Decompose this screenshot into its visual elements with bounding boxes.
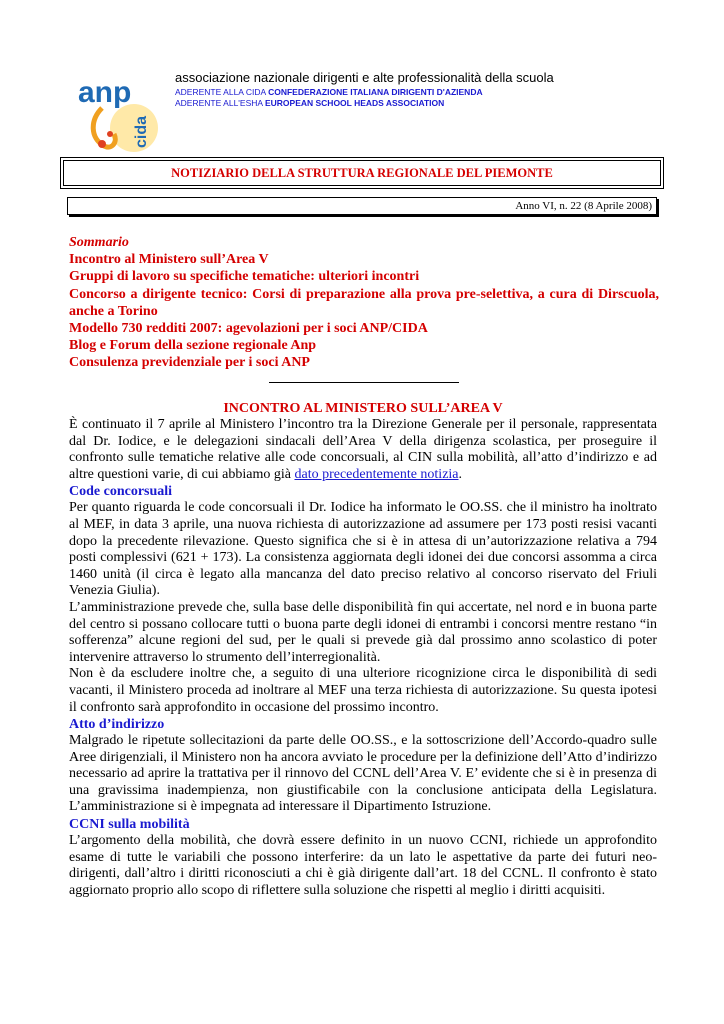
intro-end: .	[458, 466, 463, 482]
esha-name: EUROPEAN SCHOOL HEADS ASSOCIATION	[264, 98, 445, 108]
esha-prefix: ADERENTE ALL'ESHA	[175, 98, 265, 108]
summary-section	[69, 234, 659, 372]
anp-logo	[72, 64, 168, 166]
summary-title: Sommario	[69, 235, 129, 250]
article-title: INCONTRO AL MINISTERO SULL’AREA V	[223, 401, 503, 416]
section-divider	[269, 382, 459, 383]
paragraph: Non è da escludere inoltre che, a seguito di una ulteriore ricognizione circa le disponibilità di sedi vacanti, il Ministero proceda ad inoltrare al MEF una terza richiesta di autorizzazione. Su questa ipotesi il confronto sarà approfondito in occasione del prossimo incontro.	[69, 666, 657, 715]
summary-item: Gruppi di lavoro su specifiche tematiche: ulteriori incontri	[69, 269, 420, 285]
cida-prefix: ADERENTE ALLA CIDA	[175, 87, 269, 97]
issue-info: Anno VI, n. 22 (8 Aprile 2008)	[67, 197, 657, 215]
section-heading-code-concorsuali: Code concorsuali	[69, 484, 173, 500]
previous-news-link[interactable]: dato precedentemente notizia	[294, 466, 459, 482]
paragraph: L’amministrazione prevede che, sulla base delle disponibilità fin qui accertate, nel nord e in buona parte del centro si possano collocare tutti o buona parte degli idonei di entrambi i concorsi mentre restano “in sofferenza” alcune regioni del sud, per le quali si prevede già dal prossimo anno scolastico di poter intervenire attraverso lo strumento dell’interregionalità.	[69, 599, 657, 665]
logo-text: anp	[78, 76, 132, 109]
newsletter-banner: NOTIZIARIO DELLA STRUTTURA REGIONALE DEL PIEMONTE	[63, 160, 661, 186]
paragraph: Per quanto riguarda le code concorsuali il Dr. Iodice ha informato le OO.SS. che il ministro ha inoltrato al MEF, in data 3 aprile, una nuova richiesta di autorizzazione ad assumere per 173 posti resisi vacanti dopo la precedente rilevazione. Questo significa che si è in attesa di un’autorizzazione relativa a 794 posti complessivi (621 + 173). La consistenza aggiornata degli idonei dei due concorsi assomma a circa 1460 unità (il circa è legato alla mancanza del dato preciso relativo al concorso riservato del Friuli Venezia Giulia).	[69, 500, 657, 599]
summary-item: Modello 730 redditi 2007: agevolazioni per i soci ANP/CIDA	[69, 321, 428, 337]
cida-name: CONFEDERAZIONE ITALIANA DIRIGENTI D'AZIENDA	[268, 87, 483, 97]
article-intro	[69, 417, 657, 483]
article	[69, 400, 657, 899]
section-heading-ccni-mobilita: CCNI sulla mobilità	[69, 817, 190, 833]
summary-item: Incontro al Ministero sull’Area V	[69, 252, 269, 268]
logo-sub: cida	[133, 115, 150, 148]
intro-text: È continuato il 7 aprile al Ministero l’incontro tra la Direzione Generale per il personale, rappresentata dal Dr. Iodice, e le delegazioni sindacali dell’Area V della dirigenza scolastica, per proseguire il confronto sulle tematiche relative alle code concorsuali, al CIN sulla mobilità, all’atto d’indirizzo e ad altre questioni varie, di cui abbiamo già	[69, 417, 657, 482]
summary-item: Blog e Forum della sezione regionale Anp	[69, 338, 317, 354]
esha-line	[175, 98, 554, 109]
paragraph: Malgrado le ripetute sollecitazioni da parte delle OO.SS., e la sottoscrizione dell’Accordo-quadro sulle Aree dirigenziali, il Ministero non ha ancora avviato le procedure per la definizione dell’Atto d’indirizzo necessario ad aprire la trattativa per il rinnovo del CCNL dell’Area V. E’ evidente che si è in presenza di una gravissima inadempienza, non giustificabile con la conclusione anticipata della Legislatura. L’amministrazione si è impegnata ad interessare il Dipartimento Istruzione.	[69, 733, 657, 815]
paragraph: L’argomento della mobilità, che dovrà essere definito in un nuovo CCNI, richiede un approfondito esame di tutte le variabili che possono interferire: da un lato le aspettative da parte dei futuri neo-dirigenti, dall’altro i diritti riconosciuti a chi è già dirigente dall’art. 18 del CCNL. Il confronto è stato aggiornato proprio allo scopo di riflettere sulla soluzione che rispetti al meglio i diritti acquisiti.	[69, 833, 657, 898]
association-header	[175, 70, 554, 109]
summary-item: Consulenza previdenziale per i soci ANP	[69, 355, 310, 371]
summary-item: Concorso a dirigente tecnico: Corsi di preparazione alla prova pre-selettiva, a cura di Dirscuola, anche a Torino	[69, 286, 659, 319]
cida-line	[175, 87, 554, 98]
association-name: associazione nazionale dirigenti e alte professionalità della scuola	[175, 70, 554, 85]
section-heading-atto-indirizzo: Atto d’indirizzo	[69, 717, 165, 733]
